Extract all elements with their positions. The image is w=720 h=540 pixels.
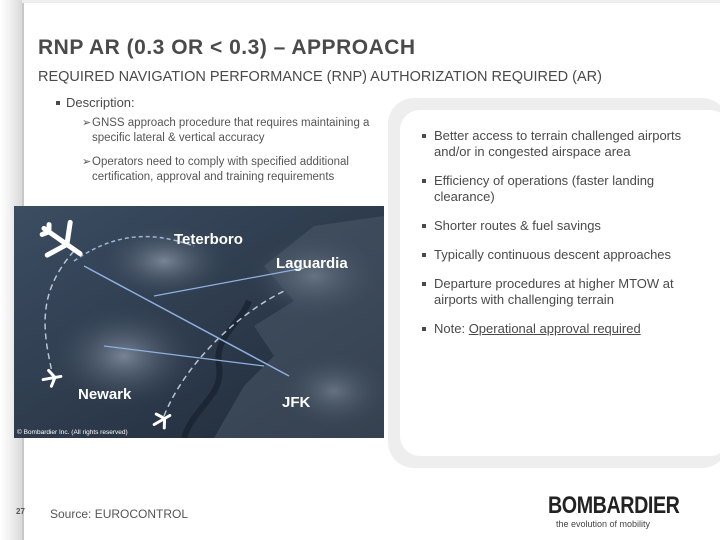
- benefit-item: [422, 218, 702, 234]
- bombardier-logo: [548, 494, 688, 529]
- square-bullet-icon: [56, 101, 60, 105]
- description-item-text: Operators need to comply with specified additional certification, approval and training requirements: [92, 156, 349, 183]
- description-item: [82, 155, 382, 185]
- map-label-teterboro: Teterboro: [174, 231, 243, 248]
- square-bullet-icon: [422, 282, 426, 286]
- benefit-item: [422, 128, 702, 160]
- arrow-bullet-icon: ➢: [82, 156, 92, 168]
- description-heading: [56, 95, 135, 110]
- page-number: 27: [16, 507, 25, 516]
- benefit-item: [422, 276, 702, 308]
- map-label-laguardia: Laguardia: [276, 255, 348, 272]
- square-bullet-icon: [422, 179, 426, 183]
- approach-map-image: [14, 206, 384, 438]
- slide-subtitle: REQUIRED NAVIGATION PERFORMANCE (RNP) AUTHORIZATION REQUIRED (AR): [38, 69, 602, 85]
- description-item: [82, 116, 382, 146]
- benefit-item: [422, 173, 702, 205]
- note-prefix: Note:: [434, 321, 469, 336]
- description-item-text: GNSS approach procedure that requires maintaining a specific lateral & vertical accuracy: [92, 117, 370, 144]
- benefit-text: Typically continuous descent approaches: [434, 247, 672, 262]
- map-label-jfk: JFK: [282, 394, 311, 411]
- benefit-text: Shorter routes & fuel savings: [434, 218, 601, 233]
- square-bullet-icon: [422, 224, 426, 228]
- approach-map-graphic: [14, 206, 384, 438]
- map-copyright: © Bombardier Inc. (All rights reserved): [17, 429, 128, 436]
- map-label-newark: Newark: [78, 386, 132, 403]
- description-list: [82, 116, 382, 194]
- square-bullet-icon: [422, 253, 426, 257]
- logo-wordmark: BOMBARDIER: [548, 492, 680, 519]
- square-bullet-icon: [422, 327, 426, 331]
- benefit-text: Efficiency of operations (faster landing clearance): [434, 173, 655, 204]
- benefit-text: Departure procedures at higher MTOW at airports with challenging terrain: [434, 276, 674, 307]
- slide-title: RNP AR (0.3 OR < 0.3) – APPROACH: [38, 36, 416, 59]
- arrow-bullet-icon: ➢: [82, 117, 92, 129]
- benefit-text: Better access to terrain challenged airports and/or in congested airspace area: [434, 128, 682, 159]
- description-label: Description:: [66, 95, 135, 110]
- note-item: [422, 321, 702, 337]
- source-citation: Source: EUROCONTROL: [50, 507, 189, 521]
- benefit-item: [422, 247, 702, 263]
- operational-approval-link[interactable]: Operational approval required: [468, 321, 641, 336]
- logo-tagline: the evolution of mobility: [556, 519, 651, 529]
- benefits-list: [422, 128, 702, 350]
- square-bullet-icon: [422, 134, 426, 138]
- top-rule: [22, 0, 720, 3]
